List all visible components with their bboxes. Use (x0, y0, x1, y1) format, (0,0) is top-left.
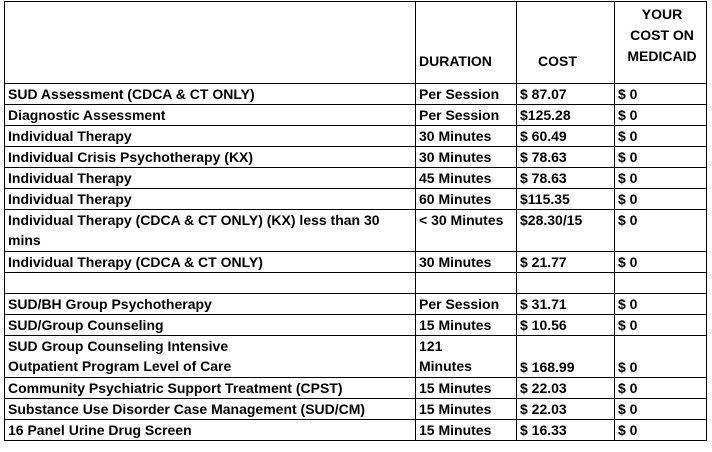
medicaid-cost-cell: $ 0 (615, 147, 707, 168)
duration-cell: 45 Minutes (416, 168, 517, 189)
duration-cell: Per Session (416, 294, 517, 315)
duration-cell: 30 Minutes (416, 147, 517, 168)
header-medicaid-line3: MEDICAID (627, 48, 697, 64)
medicaid-cost-cell: $ 0 (615, 105, 707, 126)
duration-cell: 15 Minutes (416, 420, 517, 441)
service-cell: SUD Group Counseling Intensive Outpatient Program Level of Care (5, 336, 416, 378)
table-row (5, 84, 707, 105)
cost-cell: $ 78.63 (517, 168, 615, 189)
header-medicaid-line1: YOUR (641, 6, 683, 22)
table-row (5, 168, 707, 189)
service-cell: Individual Therapy (5, 189, 416, 210)
medicaid-cost-cell: $ 0 (615, 315, 707, 336)
header-service (5, 2, 416, 84)
duration-cell: 60 Minutes (416, 189, 517, 210)
duration-cell (416, 273, 517, 294)
table-row (5, 315, 707, 336)
medicaid-cost-cell: $ 0 (615, 336, 707, 378)
cost-cell (517, 273, 615, 294)
medicaid-cost-cell: $ 0 (615, 189, 707, 210)
service-cell: SUD/BH Group Psychotherapy (5, 294, 416, 315)
service-cell: Individual Therapy (5, 126, 416, 147)
cost-cell: $28.30/15 (517, 210, 615, 252)
duration-cell: 15 Minutes (416, 315, 517, 336)
medicaid-cost-cell: $ 0 (615, 252, 707, 273)
service-cell: Individual Crisis Psychotherapy (KX) (5, 147, 416, 168)
duration-cell: 30 Minutes (416, 126, 517, 147)
table-row (5, 420, 707, 441)
header-duration: DURATION (416, 2, 517, 84)
table-row (5, 336, 707, 378)
medicaid-cost-cell: $ 0 (615, 294, 707, 315)
medicaid-cost-cell: $ 0 (615, 399, 707, 420)
service-cell: 16 Panel Urine Drug Screen (5, 420, 416, 441)
cost-cell: $ 87.07 (517, 84, 615, 105)
medicaid-cost-cell: $ 0 (615, 210, 707, 252)
table-row (5, 294, 707, 315)
duration-cell: 15 Minutes (416, 399, 517, 420)
table-row (5, 126, 707, 147)
table-row (5, 189, 707, 210)
header-cost: COST (517, 2, 615, 84)
cost-cell: $ 22.03 (517, 399, 615, 420)
duration-cell: 15 Minutes (416, 378, 517, 399)
cost-cell: $ 16.33 (517, 420, 615, 441)
header-medicaid-cost (615, 2, 707, 84)
table-row-blank (5, 273, 707, 294)
cost-cell: $ 60.49 (517, 126, 615, 147)
cost-cell: $ 31.71 (517, 294, 615, 315)
medicaid-cost-cell: $ 0 (615, 378, 707, 399)
table-row (5, 105, 707, 126)
service-cell: SUD/Group Counseling (5, 315, 416, 336)
service-cell: Individual Therapy (CDCA & CT ONLY) (5, 252, 416, 273)
cost-cell: $ 22.03 (517, 378, 615, 399)
cost-cell: $115.35 (517, 189, 615, 210)
duration-cell: Per Session (416, 105, 517, 126)
table-row (5, 147, 707, 168)
medicaid-cost-cell: $ 0 (615, 420, 707, 441)
cost-cell: $ 10.56 (517, 315, 615, 336)
cost-cell: $125.28 (517, 105, 615, 126)
medicaid-cost-cell (615, 273, 707, 294)
medicaid-cost-cell: $ 0 (615, 84, 707, 105)
service-cell: Individual Therapy (CDCA & CT ONLY) (KX) less than 30 mins (5, 210, 416, 252)
cost-cell: $ 78.63 (517, 147, 615, 168)
header-medicaid-line2: COST ON (630, 27, 694, 43)
duration-cell: < 30 Minutes (416, 210, 517, 252)
service-cell: Community Psychiatric Support Treatment (CPST) (5, 378, 416, 399)
table-row (5, 399, 707, 420)
duration-cell: 30 Minutes (416, 252, 517, 273)
duration-cell: 121 Minutes (416, 336, 517, 378)
table-row (5, 210, 707, 252)
table-row (5, 252, 707, 273)
service-cell: SUD Assessment (CDCA & CT ONLY) (5, 84, 416, 105)
cost-cell: $ 168.99 (517, 336, 615, 378)
medicaid-cost-cell: $ 0 (615, 126, 707, 147)
duration-cell: Per Session (416, 84, 517, 105)
service-cell (5, 273, 416, 294)
service-cell: Individual Therapy (5, 168, 416, 189)
service-cost-table (4, 1, 707, 441)
service-cell: Diagnostic Assessment (5, 105, 416, 126)
service-cell: Substance Use Disorder Case Management (SUD/CM) (5, 399, 416, 420)
header-row (5, 2, 707, 84)
table-row (5, 378, 707, 399)
medicaid-cost-cell: $ 0 (615, 168, 707, 189)
cost-cell: $ 21.77 (517, 252, 615, 273)
